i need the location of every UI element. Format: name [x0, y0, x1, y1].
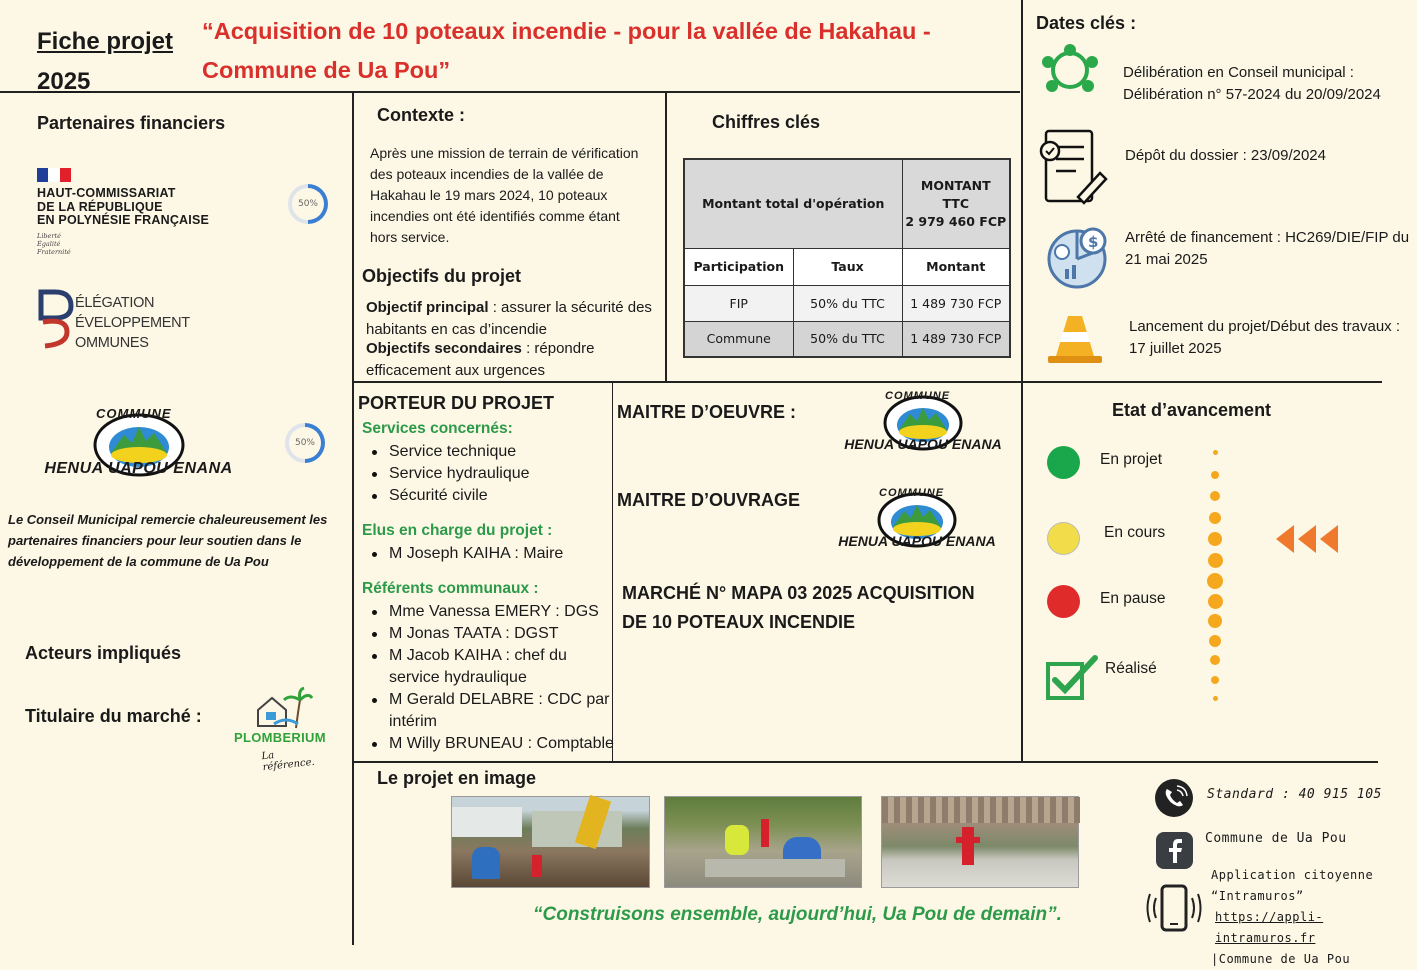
progress-dot [1207, 573, 1223, 589]
status-label-en-pause: En pause [1100, 590, 1166, 607]
phone-icon [1154, 778, 1194, 818]
status-label-realise: Réalisé [1105, 660, 1157, 677]
total-label: Montant total d'opération [684, 159, 902, 248]
fiche-label [37, 22, 173, 102]
key-figures-table [683, 158, 1011, 358]
row-montant: 1 489 730 FCP [902, 285, 1010, 321]
partners-title: Partenaires financiers [37, 113, 226, 133]
project-photo-1 [451, 796, 650, 888]
total-row [684, 159, 1010, 248]
house-palm-icon [254, 688, 314, 730]
table-row [684, 321, 1010, 357]
elus-list [362, 543, 612, 565]
status-dot-en-cours [1047, 522, 1080, 555]
chevron-left-icon [1276, 525, 1294, 553]
progress-dot [1208, 532, 1222, 546]
hc-motto2: Égalité [37, 239, 61, 248]
marche-line1: MARCHÉ N° MAPA 03 2025 ACQUISITION [622, 583, 975, 603]
facebook-icon [1156, 832, 1193, 869]
haut-commissariat-logo [37, 168, 227, 256]
progress-dot [1213, 450, 1218, 455]
list-item: Service hydraulique [362, 463, 612, 485]
list-item: M Willy BRUNEAU : Comptable [362, 733, 614, 755]
referents-title: Référents communaux : [362, 580, 539, 597]
row-participation: FIP [684, 285, 793, 321]
chevron-left-icon [1320, 525, 1338, 553]
commune-logo-arc: COMMUNE [879, 487, 945, 499]
objective-secondary [366, 338, 656, 381]
hc-share-ring [288, 184, 328, 224]
divider-left-column [352, 91, 354, 945]
people-network-icon [1030, 44, 1110, 96]
row-taux: 50% du TTC [793, 321, 902, 357]
montant-ttc-line2: TTC [942, 195, 969, 211]
progress-dot [1211, 471, 1219, 479]
progress-dot [1208, 614, 1222, 628]
status-label-en-cours: En cours [1104, 524, 1166, 541]
delegation-line3: OMMUNES [75, 335, 149, 351]
gallery-title: Le projet en image [377, 768, 537, 788]
titulaire-label: Titulaire du marché : [25, 706, 202, 726]
list-item: Service technique [362, 441, 612, 463]
row-taux: 50% du TTC [793, 285, 902, 321]
traffic-cone-icon [1046, 312, 1104, 364]
contact-app-link[interactable]: https://appli-intramuros.fr [1215, 910, 1324, 945]
objective-main-label: Objectif principal [366, 299, 489, 316]
date-item-lancement: Lancement du projet/Début des travaux : 17 juillet 2025 [1129, 318, 1400, 357]
page-title-line1: “Acquisition de 10 poteaux incendie - pour la vallée de Hakahau - [202, 18, 931, 44]
french-flag-icon [37, 168, 71, 182]
progress-dot [1210, 655, 1220, 665]
plomberium-name: PLOMBERIUM [234, 730, 326, 745]
marche-text [622, 579, 1017, 637]
commune-logo-band: HENUA UAPOU ENANA [44, 460, 233, 477]
referents-list [362, 601, 614, 755]
list-item: M Jonas TAATA : DGST [362, 623, 614, 645]
montant-ttc-line1: MONTANT [920, 177, 991, 193]
mobile-phone-icon [1146, 884, 1202, 934]
hc-line1: HAUT-COMMISSARIAT [37, 186, 176, 200]
commune-logo-left [36, 405, 241, 483]
dates-title-text: Dates clés [1036, 13, 1126, 33]
delegation-line1: ÉLÉGATION [75, 295, 155, 311]
slogan: “Construisons ensemble, aujourd’hui, Ua Pou de demain”. [533, 904, 1062, 925]
total-cell [902, 159, 1010, 248]
delegation-logo [37, 288, 207, 350]
dates-title-suffix: : [1125, 13, 1137, 33]
objectives-title: Objectifs du projet [362, 266, 522, 286]
row-participation: Commune [684, 321, 793, 357]
date-item-depot: Dépôt du dossier : 23/09/2024 [1125, 147, 1326, 164]
col-participation: Participation [684, 248, 793, 285]
table-row [684, 285, 1010, 321]
elus-title: Elus en charge du projet : [362, 522, 553, 539]
list-item: Sécurité civile [362, 485, 612, 507]
progress-dot [1211, 676, 1219, 684]
commune-logo-ouvrage [827, 487, 1007, 553]
col-taux: Taux [793, 248, 902, 285]
hc-line3: EN POLYNÉSIE FRANÇAISE [37, 213, 210, 227]
page-title [202, 12, 1012, 90]
col-montant: Montant [902, 248, 1010, 285]
context-text: Après une mission de terrain de vérification des poteaux incendies de la vallée de Hakahau le 19 mars 2024, 10 poteaux incendies ont été identifiés comme étant hors service. [370, 145, 639, 245]
contact-app [1211, 865, 1417, 970]
commune-logo-arc: COMMUNE [96, 406, 172, 421]
dates-title [1036, 13, 1136, 34]
contact-app-line2: “Intramuros” [1211, 889, 1304, 903]
progress-dot [1209, 512, 1221, 524]
porteur-title: PORTEUR DU PROJET [358, 393, 555, 413]
status-dot-en-projet [1047, 446, 1080, 479]
plomberium-tagline: La référence. [261, 749, 316, 774]
status-title: Etat d’avancement [1112, 400, 1272, 420]
commune-share-ring [285, 423, 325, 463]
status-label-en-projet: En projet [1100, 451, 1163, 468]
commune-logo-arc: COMMUNE [885, 390, 951, 402]
divider-bottom [352, 761, 1378, 763]
key-figures-title: Chiffres clés [712, 112, 821, 132]
progress-dot [1208, 594, 1223, 609]
project-photo-2 [664, 796, 862, 888]
services-title: Services concernés: [362, 420, 513, 437]
marche-line2: DE 10 POTEAUX INCENDIE [622, 612, 856, 632]
row-montant: 1 489 730 FCP [902, 321, 1010, 357]
actors-title: Acteurs impliqués [25, 643, 182, 663]
total-value: 2 979 460 FCP [905, 213, 1007, 229]
objective-main-text: : assurer la sécurité des habitants en cas d’incendie [366, 299, 652, 338]
thanks-text: Le Conseil Municipal remercie chaleureusement les partenaires financiers pour leur soutien dans le développement de la commune de Ua Pou [8, 512, 328, 569]
list-item: M Gerald DELABRE : CDC par intérim [362, 689, 614, 733]
commune-logo-band: HENUA UAPOU ENANA [844, 436, 1002, 452]
fiche-label-line1: Fiche projet [37, 28, 174, 55]
hc-line2: DE LA RÉPUBLIQUE [37, 199, 163, 214]
date-item-arrete: Arrêté de financement : HC269/DIE/FIP du 21 mai 2025 [1125, 229, 1410, 268]
plomberium-logo [234, 688, 326, 774]
progress-dot [1213, 696, 1218, 701]
contact-facebook: Commune de Ua Pou [1205, 831, 1347, 846]
hc-motto3: Fraternité [37, 247, 71, 256]
services-list [362, 441, 612, 507]
progress-dot [1210, 491, 1220, 501]
contact-phone: Standard : 40 915 105 [1207, 787, 1382, 802]
list-item: M Jacob KAIHA : chef du service hydraulique [362, 645, 614, 689]
divider-middle [352, 381, 1382, 383]
delegation-emblem-icon [37, 288, 77, 350]
page-title-line2: Commune de Ua Pou” [202, 57, 451, 83]
project-photo-3 [881, 796, 1079, 888]
status-dot-en-pause [1047, 585, 1080, 618]
context-title: Contexte : [377, 105, 466, 125]
progress-dot [1208, 553, 1223, 568]
list-item: M Joseph KAIHA : Maire [362, 543, 612, 565]
hc-share-value: 50% [292, 188, 324, 220]
objective-secondary-text: : répondre efficacement aux urgences [366, 340, 595, 379]
chevron-left-icon [1298, 525, 1316, 553]
finance-chart-icon [1045, 225, 1115, 291]
contact-app-line1: Application citoyenne [1211, 868, 1374, 882]
commune-logo-oeuvre [833, 390, 1013, 456]
fiche-label-line2: 2025 [37, 68, 91, 95]
document-sign-icon [1036, 127, 1108, 205]
list-item: Mme Vanessa EMERY : DGS [362, 601, 614, 623]
svg-text:$: $ [1088, 233, 1099, 251]
progress-dot [1209, 635, 1221, 647]
header-row [684, 248, 1010, 285]
delegation-line2: ÉVELOPPEMENT [75, 315, 190, 331]
commune-share-value: 50% [289, 427, 321, 459]
objective-secondary-label: Objectifs secondaires [366, 340, 522, 357]
checkbox-checked-icon [1045, 654, 1101, 702]
objective-main [366, 297, 666, 340]
commune-logo-band: HENUA UAPOU ENANA [838, 533, 996, 549]
date-item-deliberation: Délibération en Conseil municipal : Délibération n° 57-2024 du 20/09/2024 [1123, 64, 1381, 103]
contact-app-line4: |Commune de Ua Pou [1211, 952, 1351, 966]
maitre-oeuvre-label: MAITRE D’OEUVRE : [617, 402, 797, 422]
hc-motto1: Liberté [37, 231, 61, 240]
maitre-ouvrage-label: MAITRE D’OUVRAGE [617, 490, 801, 510]
